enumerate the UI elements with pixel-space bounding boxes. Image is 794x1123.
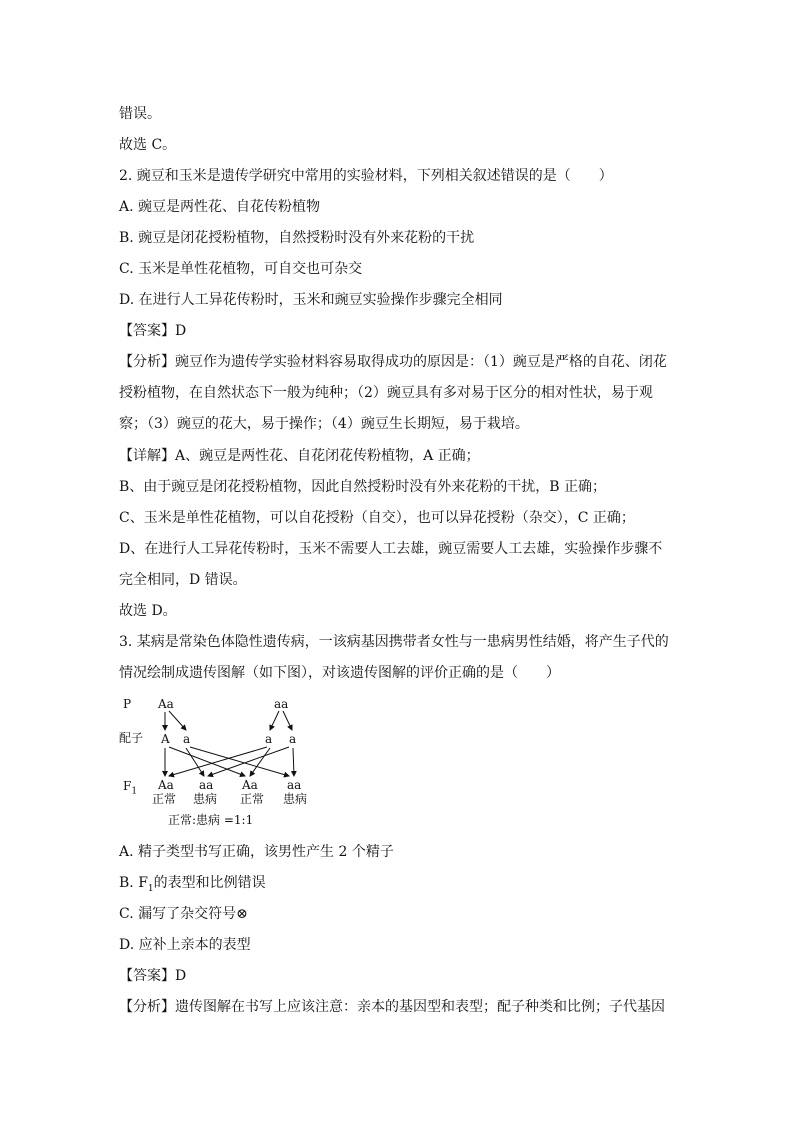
offspring-phenotype: 正常 [152, 792, 177, 806]
explanation-text: 完全相同，D 错误。 [119, 572, 247, 588]
arrow-gamete-to-offspring [190, 747, 289, 776]
text-line: 故选 C。 [119, 137, 177, 153]
row-label-gametes: 配子 [119, 731, 144, 745]
answer-label: 【答案】D [119, 323, 187, 339]
phenotype-ratio: 正常:患病 =1:1 [168, 813, 254, 827]
gamete: a [265, 732, 273, 746]
analysis-text: 【分析】豌豆作为遗传学实验材料容易取得成功的原因是：（1）豌豆是严格的自花、闭花 [119, 354, 667, 370]
explanation-text: B、由于豌豆是闭花授粉植物，因此自然授粉时没有外来花粉的干扰，B 正确； [119, 479, 607, 495]
gamete: A [161, 732, 170, 746]
arrow-gamete-to-offspring [293, 748, 294, 776]
genetic-cross-diagram [119, 692, 319, 832]
arrow-gamete-to-offspring [169, 747, 267, 776]
explanation-text: 【详解】A、豌豆是两性花、自花闭花传粉植物，A 正确； [119, 448, 480, 464]
question-3-option-b: B. $F_1$的表型和比例错误 [119, 875, 266, 894]
cross-arrows [119, 692, 319, 832]
question-3-option-d: D. 应补上亲本的表型 [119, 937, 251, 953]
question-2-option-a: A. 豌豆是两性花、自花传粉植物 [119, 199, 321, 215]
question-2-option-c: C. 玉米是单性花植物，可自交也可杂交 [119, 261, 363, 277]
text-line: 故选 D。 [119, 603, 177, 619]
question-3-stem: 3. 某病是常染色体隐性遗传病，一该病基因携带者女性与一患病男性结婚，将产生子代的 [119, 634, 669, 650]
offspring-genotype: aa [199, 778, 214, 792]
gamete: a [289, 732, 297, 746]
explanation-text: D、在进行人工异花传粉时，玉米不需要人工去雄，豌豆需要人工去雄，实验操作步骤不 [119, 541, 663, 557]
arrow-gamete-to-offspring [169, 747, 245, 776]
offspring-genotype: Aa [158, 778, 174, 792]
question-2-option-d: D. 在进行人工异花传粉时，玉米和豌豆实验操作步骤完全相同 [119, 292, 503, 308]
arrow-parent-to-gamete [169, 711, 186, 730]
offspring-genotype: Aa [242, 778, 258, 792]
parent-female-genotype: Aa [158, 697, 174, 711]
gamete: a [183, 732, 191, 746]
question-3-option-c: C. 漏写了杂交符号⊗ [119, 906, 248, 922]
question-2-stem: 2. 豌豆和玉米是遗传学研究中常用的实验材料，下列相关叙述错误的是（ ） [119, 168, 613, 184]
arrow-parent-to-gamete [283, 711, 292, 730]
question-3-stem: 情况绘制成遗传图解（如下图），对该遗传图解的评价正确的是（ ） [119, 665, 560, 681]
offspring-phenotype: 患病 [193, 792, 218, 806]
answer-label: 【答案】D [119, 968, 187, 984]
arrow-gamete-to-offspring [208, 747, 289, 776]
offspring-phenotype: 患病 [283, 792, 308, 806]
arrow-parent-to-gamete [270, 711, 279, 730]
arrow-gamete-to-offspring [186, 748, 204, 776]
text-line: 错误。 [119, 106, 161, 122]
row-label-p: P [123, 697, 132, 711]
explanation-text: C、玉米是单性花植物，可以自花授粉（自交），也可以异花授粉（杂交），C 正确； [119, 510, 635, 526]
question-2-option-b: B. 豌豆是闭花授粉植物，自然授粉时没有外来花粉的干扰 [119, 230, 475, 246]
offspring-genotype: aa [287, 778, 302, 792]
parent-male-genotype: aa [274, 697, 289, 711]
row-label-f1: $F_1$ [123, 779, 138, 797]
analysis-text: 授粉植物，在自然状态下一般为纯种；（2）豌豆具有多对易于区分的相对性状，易于观 [119, 385, 653, 401]
question-3-option-a: A. 精子类型书写正确，该男性产生 2 个精子 [119, 844, 394, 860]
arrow-gamete-to-offspring [250, 748, 270, 776]
analysis-text: 察；（3）豌豆的花大，易于操作；（4）豌豆生长期短，易于栽培。 [119, 416, 529, 432]
offspring-phenotype: 正常 [240, 792, 265, 806]
analysis-text: 【分析】遗传图解在书写上应该注意：亲本的基因型和表型；配子种类和比例；子代基因 [119, 999, 665, 1015]
